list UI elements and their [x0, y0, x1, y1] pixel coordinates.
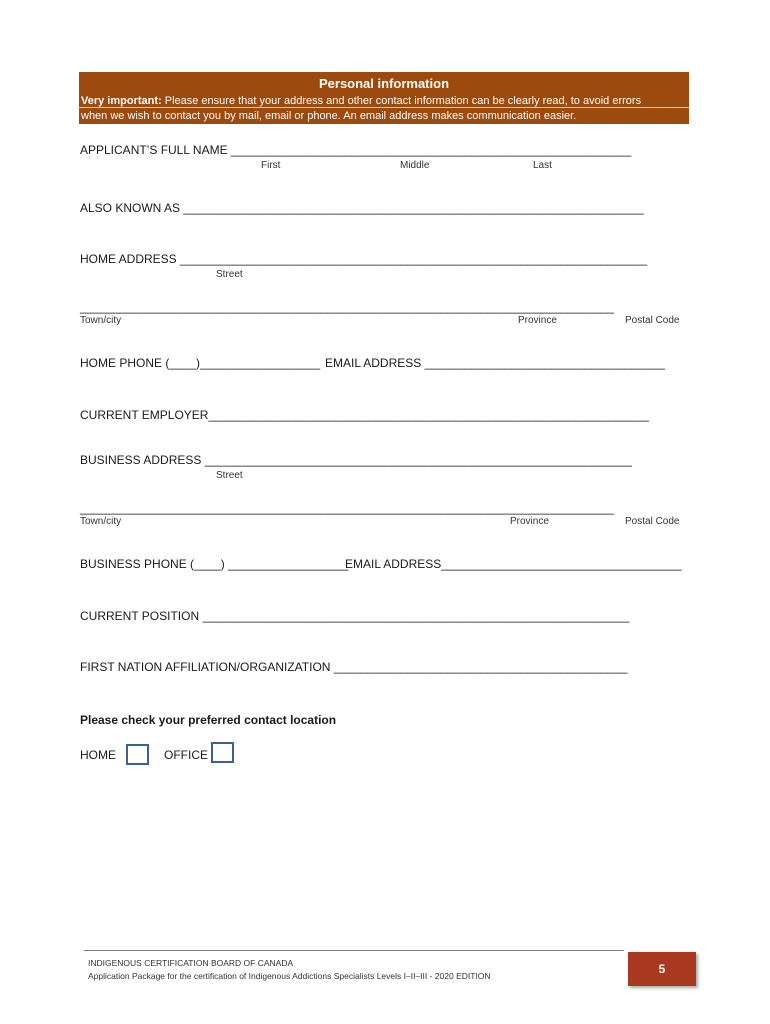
- business-email-field[interactable]: EMAIL ADDRESS____________________________________: [345, 557, 682, 571]
- first-name-caption: First: [261, 160, 281, 171]
- office-checkbox[interactable]: [211, 742, 234, 763]
- last-name-caption: Last: [533, 160, 552, 171]
- personal-info-header: [79, 72, 689, 124]
- current-position-field[interactable]: CURRENT POSITION ________________________________________________________________: [80, 609, 630, 623]
- important-label: Very important:: [81, 95, 162, 107]
- business-phone-field[interactable]: BUSINESS PHONE (____) __________________: [80, 557, 349, 571]
- office-option-label: OFFICE: [164, 748, 208, 762]
- first-nation-affiliation-field[interactable]: FIRST NATION AFFILIATION/ORGANIZATION ____________________________________________: [80, 660, 628, 674]
- home-email-field[interactable]: EMAIL ADDRESS ____________________________________: [325, 356, 665, 370]
- footer-organization: INDIGENOUS CERTIFICATION BOARD OF CANADA: [88, 958, 294, 968]
- home-province-caption: Province: [518, 315, 557, 326]
- business-street-caption: Street: [216, 470, 243, 481]
- also-known-as-field[interactable]: ALSO KNOWN AS _____________________________________________________________________: [80, 201, 644, 215]
- business-address-field[interactable]: BUSINESS ADDRESS ________________________________________________________________: [80, 453, 632, 467]
- middle-name-caption: Middle: [400, 160, 430, 171]
- business-province-caption: Province: [510, 516, 549, 527]
- current-employer-field[interactable]: CURRENT EMPLOYER__________________________________________________________________: [80, 408, 649, 422]
- important-notice-line-1: [81, 95, 641, 107]
- header-divider: [79, 107, 689, 108]
- page-number: 5: [658, 962, 666, 976]
- important-notice-line-2: when we wish to contact you by mail, email or phone. An email address makes communication easier.: [81, 110, 577, 122]
- business-postal-caption: Postal Code: [625, 516, 680, 527]
- full-name-field[interactable]: APPLICANT’S FULL NAME ____________________________________________________________: [80, 143, 632, 157]
- home-checkbox[interactable]: [126, 744, 149, 765]
- footer-package-title: Application Package for the certification of Indigenous Addictions Specialists Levels I–II–III - 2020 EDITION: [88, 971, 491, 981]
- preferred-contact-heading: Please check your preferred contact location: [80, 713, 337, 727]
- home-address-line-2[interactable]: ________________________________________________________________________________: [80, 300, 614, 314]
- section-title: Personal information: [318, 76, 450, 91]
- home-phone-field[interactable]: HOME PHONE (____)__________________: [80, 356, 321, 370]
- home-address-field[interactable]: HOME ADDRESS ______________________________________________________________________: [80, 252, 648, 266]
- home-town-caption: Town/city: [80, 315, 122, 326]
- business-town-caption: Town/city: [80, 516, 122, 527]
- footer-divider: [84, 950, 624, 951]
- important-notice-text: Please ensure that your address and other contact information can be clearly read, to avoid errors: [161, 95, 642, 107]
- home-postal-caption: Postal Code: [625, 315, 680, 326]
- business-address-line-2[interactable]: ________________________________________________________________________________: [80, 501, 614, 515]
- home-street-caption: Street: [216, 269, 243, 280]
- page-number-badge: [628, 952, 696, 986]
- home-option-label: HOME: [80, 748, 116, 762]
